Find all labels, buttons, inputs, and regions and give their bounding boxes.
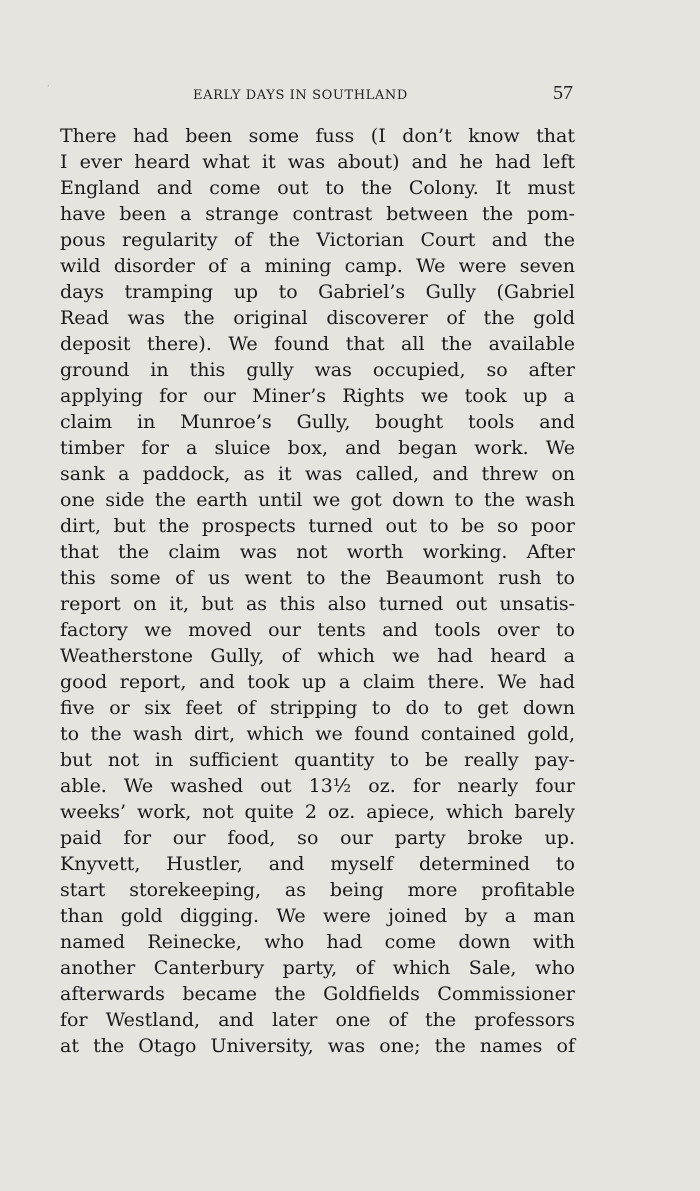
text-line: weeks’ work, not quite 2 oz. apiece, which barely: [60, 801, 575, 823]
body-text: [60, 123, 575, 1059]
text-line: good report, and took up a claim there. We had: [60, 671, 575, 693]
text-line: but not in sufficient quantity to be really pay-: [60, 749, 575, 771]
text-line: ground in this gully was occupied, so after: [60, 359, 575, 381]
text-line: to the wash dirt, which we found contained gold,: [60, 723, 575, 745]
text-line: start storekeeping, as being more profitable: [60, 879, 575, 901]
text-line: Read was the original discoverer of the gold: [60, 307, 575, 329]
text-line: sank a paddock, as it was called, and threw on: [60, 463, 575, 485]
text-line: one side the earth until we got down to the wash: [60, 489, 575, 511]
running-head: EARLY DAYS IN SOUTHLAND: [193, 88, 408, 103]
text-line: factory we moved our tents and tools over to: [60, 619, 575, 641]
text-line: that the claim was not worth working. After: [60, 541, 575, 563]
text-line: There had been some fuss (I don’t know that: [60, 125, 575, 147]
text-line: another Canterbury party, of which Sale, who: [60, 957, 575, 979]
page-number: 57: [553, 82, 573, 104]
text-line: timber for a sluice box, and began work. We: [60, 437, 575, 459]
text-line: pous regularity of the Victorian Court and the: [60, 229, 575, 251]
text-line: Weatherstone Gully, of which we had heard a: [60, 645, 575, 667]
margin-mark: ’: [47, 84, 50, 93]
text-line: than gold digging. We were joined by a man: [60, 905, 575, 927]
text-line: dirt, but the prospects turned out to be so poor: [60, 515, 575, 537]
text-line: five or six feet of stripping to do to get down: [60, 697, 575, 719]
text-line: paid for our food, so our party broke up.: [60, 827, 575, 849]
text-line: have been a strange contrast between the pom-: [60, 203, 575, 225]
page-header: [60, 80, 575, 110]
text-line: wild disorder of a mining camp. We were seven: [60, 255, 575, 277]
text-line: claim in Munroe’s Gully, bought tools and: [60, 411, 575, 433]
text-line: for Westland, and later one of the professors: [60, 1009, 575, 1031]
text-line: England and come out to the Colony. It must: [60, 177, 575, 199]
text-line: named Reinecke, who had come down with: [60, 931, 575, 953]
text-line: days tramping up to Gabriel’s Gully (Gabriel: [60, 281, 575, 303]
text-line: Knyvett, Hustler, and myself determined to: [60, 853, 575, 875]
text-line: at the Otago University, was one; the names of: [60, 1035, 575, 1057]
text-line: this some of us went to the Beaumont rush to: [60, 567, 575, 589]
text-line: I ever heard what it was about) and he had left: [60, 151, 575, 173]
text-line: applying for our Miner’s Rights we took up a: [60, 385, 575, 407]
text-line: afterwards became the Goldfields Commissioner: [60, 983, 575, 1005]
text-line: report on it, but as this also turned out unsatis-: [60, 593, 575, 615]
text-line: deposit there). We found that all the available: [60, 333, 575, 355]
text-line: able. We washed out 13½ oz. for nearly four: [60, 775, 575, 797]
